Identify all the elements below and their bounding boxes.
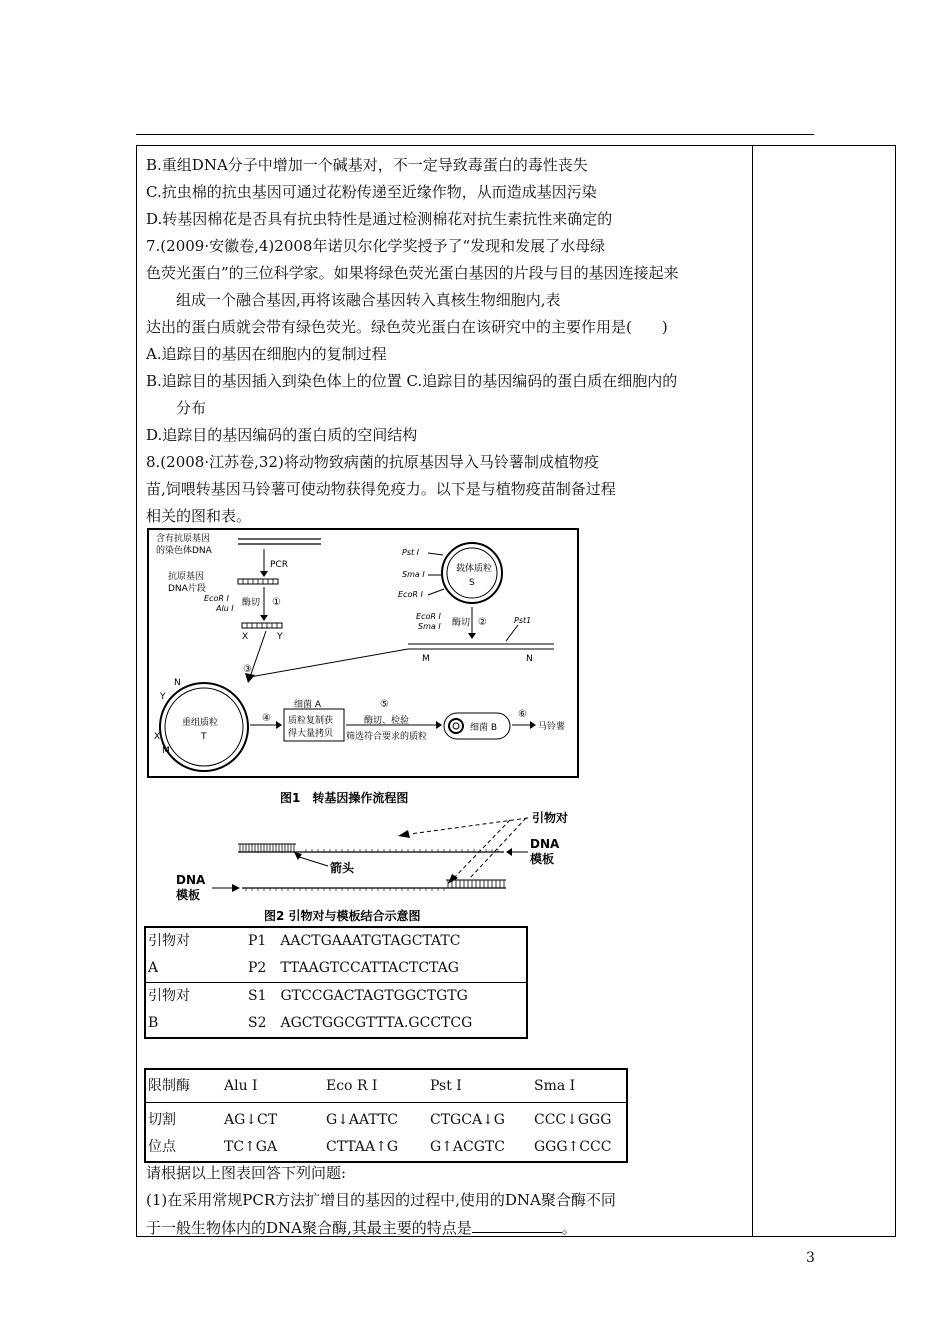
column-divider (752, 145, 753, 1237)
fig1-caption: 图1 转基因操作流程图 (280, 791, 409, 805)
fig1-recomb-label-2: T (201, 732, 207, 742)
fig1-copy-label-1: 质粒复制获 (288, 716, 334, 726)
subquestion-1-line2: 于一般生物体内的DNA聚合酶,其最主要的特点是 。 (146, 1219, 577, 1237)
fig2-dna2-label-1: DNA (176, 873, 206, 887)
header-alui: Alu Ⅰ (222, 1069, 324, 1103)
fig1-n-label: N (526, 654, 533, 664)
fig1-step1: ① (272, 597, 281, 608)
primer-table (144, 926, 528, 1039)
fig1-step3: ③ (243, 664, 252, 675)
primer-pair-a-seq: P1 AACTGAAATGTAGCTATC P2 TTAAGTCCATTACTCTAG (248, 933, 461, 976)
fig1-screen-label: 筛选符合要求的质粒 (346, 732, 428, 742)
fig1-step2: ② (478, 617, 487, 628)
fig1-x-label: X (242, 632, 249, 642)
primer-pair-a-label: 引物对 A (148, 933, 190, 976)
table-row (145, 1103, 627, 1163)
table-row (145, 927, 527, 983)
option-c: C.抗虫棉的抗虫基因可通过花粉传递至近缘作物，从而造成基因污染 (146, 183, 597, 201)
header-psti: Pst Ⅰ (428, 1069, 532, 1103)
fig1-bacA-label: 细菌 A (294, 700, 322, 710)
header-smai: Sma Ⅰ (532, 1069, 627, 1103)
fig1-x2-label: X (154, 732, 161, 742)
fig1-cut2-label: 酶切 (452, 618, 471, 628)
table-row (145, 983, 527, 1039)
fig2-primer-label: 引物对 (532, 811, 569, 825)
smai-site: CCC↓GGG GGG↑CCC (534, 1112, 612, 1155)
fig1-frag-label-1: 抗原基因 (168, 572, 205, 582)
header-enzyme: 限制酶 (145, 1069, 222, 1103)
q8-line1: 8.(2008·江苏卷,32)将动物致病菌的抗原基因导入马铃薯制成植物疫 (146, 453, 599, 471)
fig1-y-label: Y (277, 632, 283, 642)
fig1-m2-label: M (162, 746, 170, 756)
fig1-copy-label-2: 得大量拷贝 (288, 729, 334, 739)
subquestion-1-line1: (1)在采用常规PCR方法扩增目的基因的过程中,使用的DNA聚合酶不同 (146, 1191, 616, 1209)
fig1-check-label: 酶切、检验 (364, 716, 410, 726)
q7-option-bc: B.追踪目的基因插入到染色体上的位置 C.追踪目的基因编码的蛋白质在细胞内的 (146, 372, 678, 390)
ecori-site: G↓AATTC CTTAA↑G (326, 1112, 399, 1155)
fig1-step4: ④ (262, 713, 271, 724)
header-rule (136, 134, 814, 135)
fig1-vector-label-2: S (469, 578, 475, 588)
alui-site: AG↓CT TC↑GA (224, 1112, 278, 1155)
header-ecori: Eco R Ⅰ (324, 1069, 428, 1103)
fig1-cut-label: 酶切 (242, 598, 261, 608)
primer-pair-b-label: 引物对 B (145, 983, 246, 1039)
q7-line1: 7.(2009·安徽卷,4)2008年诺贝尔化学奖授予了“发现和发展了水母绿 (146, 237, 606, 255)
fig1-smai-label: Sma Ⅰ (402, 570, 425, 579)
fig1-step5: ⑤ (380, 699, 389, 710)
q8-line3: 相关的图和表。 (146, 507, 252, 525)
table-header-row (145, 1069, 627, 1103)
fig1-bacB-label: 细菌 B (470, 723, 498, 733)
fig1-y2-label: Y (160, 692, 166, 702)
fig2-caption: 图2 引物对与模板结合示意图 (264, 909, 421, 923)
fig1-psti-label: Pst Ⅰ (402, 548, 420, 557)
fig2-arrow-label: 箭头 (330, 861, 355, 875)
fig1-ecori3-label: EcoR Ⅰ (416, 612, 441, 621)
fig1-n2-label: N (174, 678, 181, 688)
psti-site: CTGCA↓G G↑ACGTC (430, 1112, 505, 1155)
fig1-pst1-label: Pst1 (514, 616, 532, 625)
page-number: 3 (806, 1250, 815, 1266)
option-b: B.重组DNA分子中增加一个碱基对，不一定导致毒蛋白的毒性丧失 (146, 156, 588, 174)
question-prompt: 请根据以上图表回答下列问题: (146, 1164, 347, 1182)
q7-option-a: A.追踪目的基因在细胞内的复制过程 (146, 345, 387, 363)
figure-2 (146, 808, 596, 926)
fig1-m-label: M (422, 654, 430, 664)
primer-pair-b-seq: S1 GTCCGACTAGTGGCTGTG S2 AGCTGGCGTTTA.GCCTCG (246, 983, 527, 1039)
q7-option-c-cont: 分布 (176, 399, 207, 417)
fig2-dna1-label-2: 模板 (530, 852, 555, 866)
q8-line2: 苗,饲喂转基因马铃薯可使动物获得免疫力。以下是与植物疫苗制备过程 (146, 480, 616, 498)
q7-line4: 达出的蛋白质就会带有绿色荧光。绿色荧光蛋白在该研究中的主要作用是( ) (146, 318, 668, 336)
fig1-alui-label: Alu Ⅰ (216, 604, 234, 613)
fig1-recomb-label-1: 重组质粒 (182, 718, 219, 728)
fig1-step6: ⑥ (518, 709, 527, 720)
q7-option-d: D.追踪目的基因编码的蛋白质的空间结构 (146, 426, 418, 444)
cut-site-label: 切割 位点 (148, 1112, 176, 1155)
q7-line2: 色荧光蛋白”的三位科学家。如果将绿色荧光蛋白基因的片段与目的基因连接起来 (146, 264, 679, 282)
fig1-chrom-label-2: 的染色体DNA (156, 546, 212, 556)
figure-1 (146, 527, 582, 807)
fig1-pcr: PCR (270, 560, 288, 570)
fig2-dna1-label-1: DNA (530, 837, 560, 851)
fig1-potato-label: 马铃薯 (538, 722, 566, 732)
enzyme-table (144, 1068, 628, 1163)
fig1-chrom-label-1: 含有抗原基因 (156, 534, 211, 544)
fig1-ecori-label: EcoR Ⅰ (204, 594, 229, 603)
fig2-dna2-label-2: 模板 (176, 888, 201, 902)
option-d: D.转基因棉花是否具有抗虫特性是通过检测棉花对抗生素抗性来确定的 (146, 210, 613, 228)
fig1-frag-label-2: DNA片段 (168, 584, 206, 594)
answer-blank[interactable] (472, 1218, 562, 1233)
fig1-smai2-label: Sma Ⅰ (418, 622, 441, 631)
fig1-vector-label-1: 载体质粒 (456, 564, 493, 574)
fig1-ecori2-label: EcoR Ⅰ (398, 590, 423, 599)
q7-line3: 组成一个融合基因,再将该融合基因转入真核生物细胞内,表 (176, 291, 561, 309)
